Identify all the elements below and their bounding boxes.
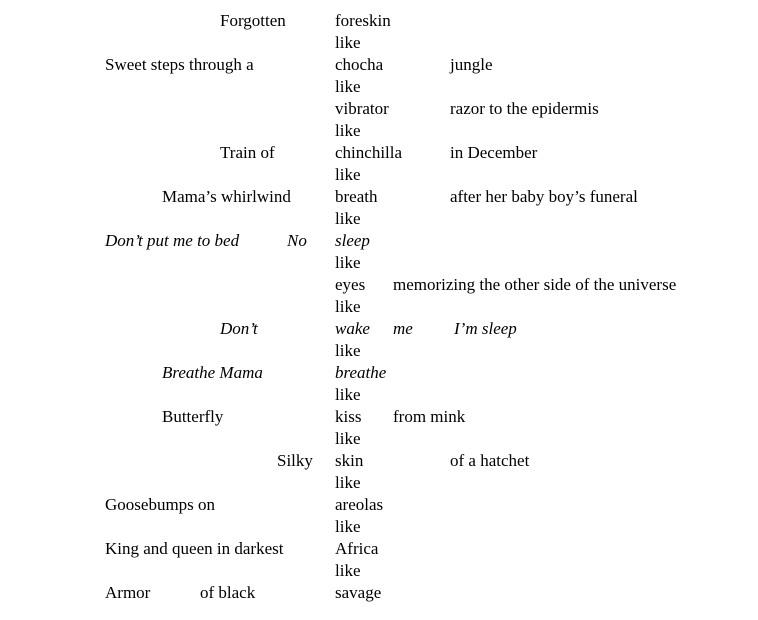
line-2-tail: jungle xyxy=(450,55,493,74)
line-6-lead: Don’t put me to bed xyxy=(105,231,240,250)
line-8-word: wake xyxy=(335,319,370,338)
line-5-lead: Mama’s whirlwind xyxy=(162,187,291,206)
line-2-word: chocha xyxy=(335,55,384,74)
line-10-lead: Butterfly xyxy=(162,407,224,426)
line-5-tail: after her baby boy’s funeral xyxy=(450,187,638,206)
line-10-tail: from mink xyxy=(393,407,466,426)
line-9-lead: Breathe Mama xyxy=(162,363,263,382)
like-6: like xyxy=(335,253,361,272)
like-10: like xyxy=(335,429,361,448)
line-14-word: savage xyxy=(335,583,382,602)
line-13-lead: King and queen in darkest xyxy=(105,539,284,558)
line-11-tail: of a hatchet xyxy=(450,451,530,470)
line-14-lead: Armor xyxy=(105,583,151,602)
like-13: like xyxy=(335,561,361,580)
line-8-word-2: me xyxy=(393,319,413,338)
like-2: like xyxy=(335,77,361,96)
line-2-lead: Sweet steps through a xyxy=(105,55,254,74)
line-11-word: skin xyxy=(335,451,364,470)
line-8-tail: I’m sleep xyxy=(454,319,517,338)
like-1: like xyxy=(335,33,361,52)
like-4: like xyxy=(335,165,361,184)
line-1-word: foreskin xyxy=(335,11,391,30)
line-7-word: eyes xyxy=(335,275,366,294)
line-13-word: Africa xyxy=(335,539,379,558)
line-3-tail: razor to the epidermis xyxy=(450,99,599,118)
line-12-word: areolas xyxy=(335,495,384,514)
line-6-word: sleep xyxy=(335,231,370,250)
line-5-word: breath xyxy=(335,187,378,206)
line-4-word: chinchilla xyxy=(335,143,403,162)
line-8-lead: Don’t xyxy=(220,319,258,338)
like-12: like xyxy=(335,517,361,536)
like-9: like xyxy=(335,385,361,404)
line-7-tail: memorizing the other side of the universe xyxy=(393,275,677,294)
line-4-tail: in December xyxy=(450,143,538,162)
like-11: like xyxy=(335,473,361,492)
line-9-word: breathe xyxy=(335,363,387,382)
line-10-word: kiss xyxy=(335,407,362,426)
like-3: like xyxy=(335,121,361,140)
line-11-lead: Silky xyxy=(277,451,313,470)
line-4-lead: Train of xyxy=(220,143,275,162)
like-8: like xyxy=(335,341,361,360)
like-7: like xyxy=(335,297,361,316)
like-5: like xyxy=(335,209,361,228)
line-12-lead: Goosebumps on xyxy=(105,495,216,514)
line-1-lead: Forgotten xyxy=(220,11,286,30)
line-3-word: vibrator xyxy=(335,99,389,118)
line-6-lead-2: No xyxy=(287,231,307,250)
line-14-lead-2: of black xyxy=(200,583,256,602)
